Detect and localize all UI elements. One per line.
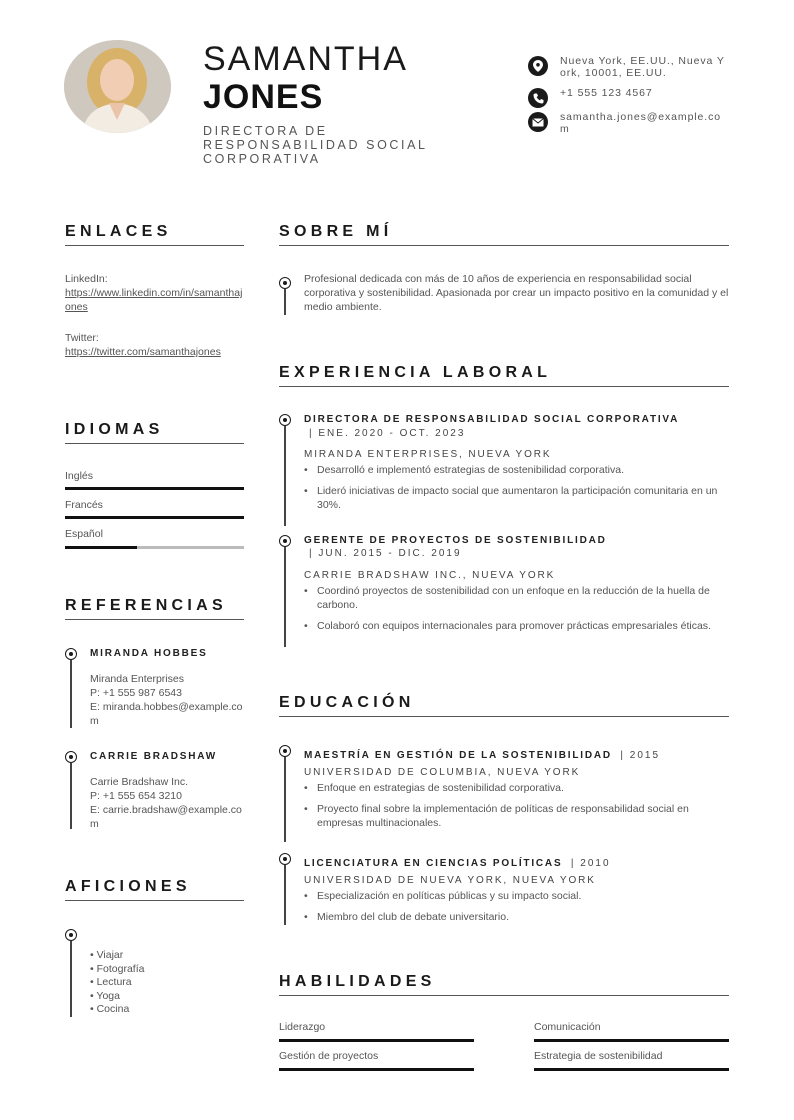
skill-name: Comunicación: [534, 1021, 601, 1033]
language-name: Inglés: [65, 470, 94, 482]
job-bullets: [304, 584, 732, 633]
hobby-item: • Fotografía: [90, 962, 145, 975]
contact-phone: [528, 87, 728, 108]
timeline-bullet-icon: [65, 751, 77, 763]
last-name: JONES: [203, 78, 324, 116]
timeline-bullet-icon: [279, 277, 291, 289]
hobbies-divider: [65, 900, 244, 901]
job-bullet: • Lideró iniciativas de impacto social que aumentaron la participación comunitaria en un 30%.: [304, 484, 732, 512]
references-section-title: REFERENCIAS: [65, 597, 227, 614]
timeline-line: [284, 289, 286, 315]
reference-name: MIRANDA HOBBES: [90, 648, 208, 659]
school-name: UNIVERSIDAD DE NUEVA YORK, NUEVA YORK: [304, 875, 596, 886]
links-divider: [65, 245, 244, 246]
references-divider: [65, 619, 244, 620]
hobbies-section-title: AFICIONES: [65, 878, 191, 895]
hobby-item: • Cocina: [90, 1003, 130, 1016]
language-level-fill: [65, 487, 244, 490]
education-bullets: [304, 889, 732, 924]
hobby-item: • Yoga: [90, 989, 120, 1002]
links-section-title: ENLACES: [65, 223, 172, 240]
language-level-bar: [65, 516, 244, 519]
language-level-bar: [65, 546, 244, 549]
hobby-item: • Lectura: [90, 976, 132, 989]
education-bullet: • Proyecto final sobre la implementación de políticas de responsabilidad social en empresas multinacionales.: [304, 802, 732, 830]
job-bullet: • Colaboró con equipos internacionales para promover prácticas empresariales éticas.: [304, 619, 732, 633]
job-title: DIRECTORA DE RESPONSABILIDAD SOCIAL CORPORATIVA: [203, 124, 428, 166]
twitter-link[interactable]: https://twitter.com/samanthajones: [65, 346, 221, 358]
about-divider: [279, 245, 729, 246]
reference-company: Carrie Bradshaw Inc.: [90, 776, 189, 788]
timeline-bullet-icon: [65, 929, 77, 941]
degree-heading: [304, 745, 660, 763]
hobby-item: • Viajar: [90, 949, 124, 961]
experience-divider: [279, 386, 729, 387]
reference-email: E: carrie.bradshaw@example.com: [90, 804, 242, 830]
language-name: Francés: [65, 499, 103, 511]
job-company: CARRIE BRADSHAW INC., NUEVA YORK: [304, 570, 556, 581]
degree-year: | 2015: [620, 750, 661, 761]
skill-level-bar: [534, 1068, 729, 1071]
email-icon: [528, 112, 548, 132]
experience-section-title: EXPERIENCIA LABORAL: [279, 364, 552, 381]
reference-name: CARRIE BRADSHAW: [90, 751, 217, 762]
languages-section-title: IDIOMAS: [65, 421, 164, 438]
language-name: Español: [65, 528, 103, 540]
reference-company: Miranda Enterprises: [90, 673, 184, 685]
skill-level-bar: [279, 1039, 474, 1042]
degree-year: | 2010: [570, 858, 611, 869]
twitter-label: Twitter:: [65, 332, 99, 344]
skill-level-bar: [279, 1068, 474, 1071]
education-bullet: • Miembro del club de debate universitario.: [304, 910, 732, 924]
job-company: MIRANDA ENTERPRISES, NUEVA YORK: [304, 449, 552, 460]
skill-name: Liderazgo: [279, 1021, 326, 1033]
timeline-bullet-icon: [65, 648, 77, 660]
reference-details: [90, 672, 245, 728]
education-bullet: • Enfoque en estrategias de sostenibilidad corporativa.: [304, 781, 732, 795]
timeline-line: [70, 763, 72, 829]
reference-phone: P: +1 555 987 6543: [90, 687, 182, 699]
degree-heading: [304, 853, 611, 871]
skills-divider: [279, 995, 729, 996]
reference-email: E: miranda.hobbes@example.com: [90, 701, 243, 727]
timeline-bullet-icon: [279, 853, 291, 865]
education-bullets: [304, 781, 732, 830]
job-role: DIRECTORA DE RESPONSABILIDAD SOCIAL CORPORATIVA: [304, 414, 680, 425]
language-level-bar: [65, 487, 244, 490]
skill-name: Gestión de proyectos: [279, 1050, 379, 1062]
about-section-title: SOBRE MÍ: [279, 223, 393, 240]
email-text: samantha.jones@example.com: [560, 111, 721, 135]
job-bullet: • Coordinó proyectos de sostenibilidad con un enfoque en la reducción de la huella de carbono.: [304, 584, 732, 612]
job-dates: | JUN. 2015 - DIC. 2019: [309, 548, 462, 559]
education-divider: [279, 716, 729, 717]
reference-phone: P: +1 555 654 3210: [90, 790, 182, 802]
first-name: SAMANTHA: [203, 40, 408, 78]
education-bullet: • Especialización en políticas públicas y su impacto social.: [304, 889, 732, 903]
job-role: GERENTE DE PROYECTOS DE SOSTENIBILIDAD: [304, 535, 607, 546]
timeline-bullet-icon: [279, 745, 291, 757]
job-bullets: [304, 463, 732, 512]
hobby-list: [90, 949, 144, 1017]
contact-address: [528, 55, 728, 79]
portrait-image: [64, 40, 171, 133]
timeline-line: [284, 865, 286, 925]
linkedin-label: LinkedIn:: [65, 273, 108, 285]
reference-details: [90, 775, 245, 831]
timeline-line: [284, 547, 286, 647]
school-name: UNIVERSIDAD DE COLUMBIA, NUEVA YORK: [304, 767, 581, 778]
skill-name: Estrategia de sostenibilidad: [534, 1050, 663, 1062]
location-pin-icon: [528, 56, 548, 76]
languages-divider: [65, 443, 244, 444]
linkedin-block: [65, 272, 245, 314]
timeline-bullet-icon: [279, 414, 291, 426]
language-level-fill: [65, 516, 244, 519]
job-dates: | ENE. 2020 - OCT. 2023: [309, 428, 466, 439]
twitter-block: [65, 331, 245, 359]
timeline-line: [70, 941, 72, 1017]
profile-photo: [64, 40, 171, 133]
education-section-title: EDUCACIÓN: [279, 694, 415, 711]
linkedin-link[interactable]: https://www.linkedin.com/in/samanthajones: [65, 287, 243, 313]
degree-name: MAESTRÍA EN GESTIÓN DE LA SOSTENIBILIDAD: [304, 750, 612, 761]
job-bullet: • Desarrolló e implementó estrategias de sostenibilidad corporativa.: [304, 463, 732, 477]
phone-text: +1 555 123 4567: [560, 87, 653, 99]
timeline-line: [284, 426, 286, 526]
about-text: Profesional dedicada con más de 10 años de experiencia en responsabilidad social corporativa y sostenibilidad. Apasionada por crear un impacto positivo en la comunidad y el medio ambiente.: [304, 273, 729, 313]
timeline-line: [70, 660, 72, 728]
phone-icon: [528, 88, 548, 108]
language-level-fill: [65, 546, 137, 549]
address-text: Nueva York, EE.UU., Nueva York, 10001, EE.UU.: [560, 55, 725, 79]
contact-email: [528, 111, 728, 135]
skill-level-bar: [534, 1039, 729, 1042]
timeline-line: [284, 757, 286, 842]
timeline-bullet-icon: [279, 535, 291, 547]
skills-section-title: HABILIDADES: [279, 973, 436, 990]
degree-name: LICENCIATURA EN CIENCIAS POLÍTICAS: [304, 858, 563, 869]
